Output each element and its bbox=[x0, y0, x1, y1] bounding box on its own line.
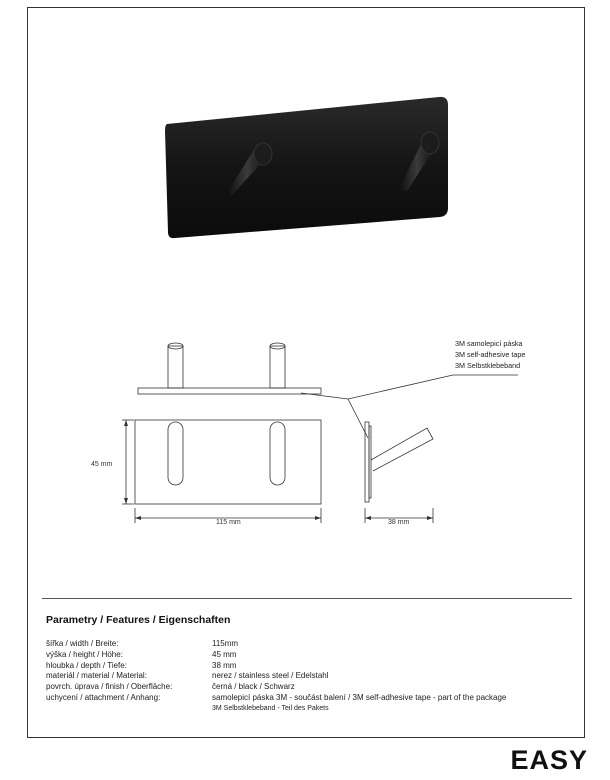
tape-note-line-3: 3M Selbstklebeband bbox=[455, 361, 521, 370]
spec-row-depth bbox=[46, 661, 576, 672]
features-title: Parametry / Features / Eigenschaften bbox=[46, 614, 231, 626]
spec-label: povrch. úprava / finish / Oberfläche: bbox=[46, 682, 173, 692]
spec-label: hloubka / depth / Tiefe: bbox=[46, 660, 127, 670]
spec-value: samolepicí páska 3M - součást balení / 3M self-adhesive tape - part of the package bbox=[212, 692, 507, 702]
spec-label: materiál / material / Material: bbox=[46, 671, 147, 681]
side-view bbox=[365, 422, 433, 502]
spec-value: 115mm bbox=[212, 639, 239, 648]
product-sheet bbox=[27, 7, 585, 738]
spec-label: šířka / width / Breite: bbox=[46, 639, 119, 648]
spec-label: výška / height / Höhe: bbox=[46, 649, 123, 659]
technical-drawing bbox=[28, 8, 584, 538]
section-divider bbox=[42, 598, 572, 599]
features-list bbox=[46, 639, 576, 715]
spec-row-material bbox=[46, 671, 576, 682]
front-view bbox=[135, 420, 321, 504]
dimension-height: 45 mm bbox=[91, 461, 113, 468]
tape-note-line-2: 3M self-adhesive tape bbox=[455, 350, 526, 359]
top-view bbox=[138, 343, 321, 394]
spec-row-width bbox=[46, 639, 576, 650]
spec-attachment-continuation: 3M Selbstklebeband - Teil des Pakets bbox=[212, 704, 329, 712]
spec-value: 45 mm bbox=[212, 649, 237, 659]
spec-label: uchycení / attachment / Anhang: bbox=[46, 692, 161, 702]
spec-value: černá / black / Schwarz bbox=[212, 682, 295, 692]
spec-value: 38 mm bbox=[212, 660, 237, 670]
tape-note-line-1: 3M samolepicí páska bbox=[455, 339, 523, 348]
dimension-width: 115 mm bbox=[216, 519, 241, 526]
dimension-depth: 38 mm bbox=[388, 519, 410, 526]
spec-row-height bbox=[46, 650, 576, 661]
spec-row-attachment bbox=[46, 693, 576, 704]
brand-logo: EASY bbox=[510, 745, 588, 775]
spec-row-finish bbox=[46, 682, 576, 693]
spec-value: nerez / stainless steel / Edelstahl bbox=[212, 671, 329, 681]
